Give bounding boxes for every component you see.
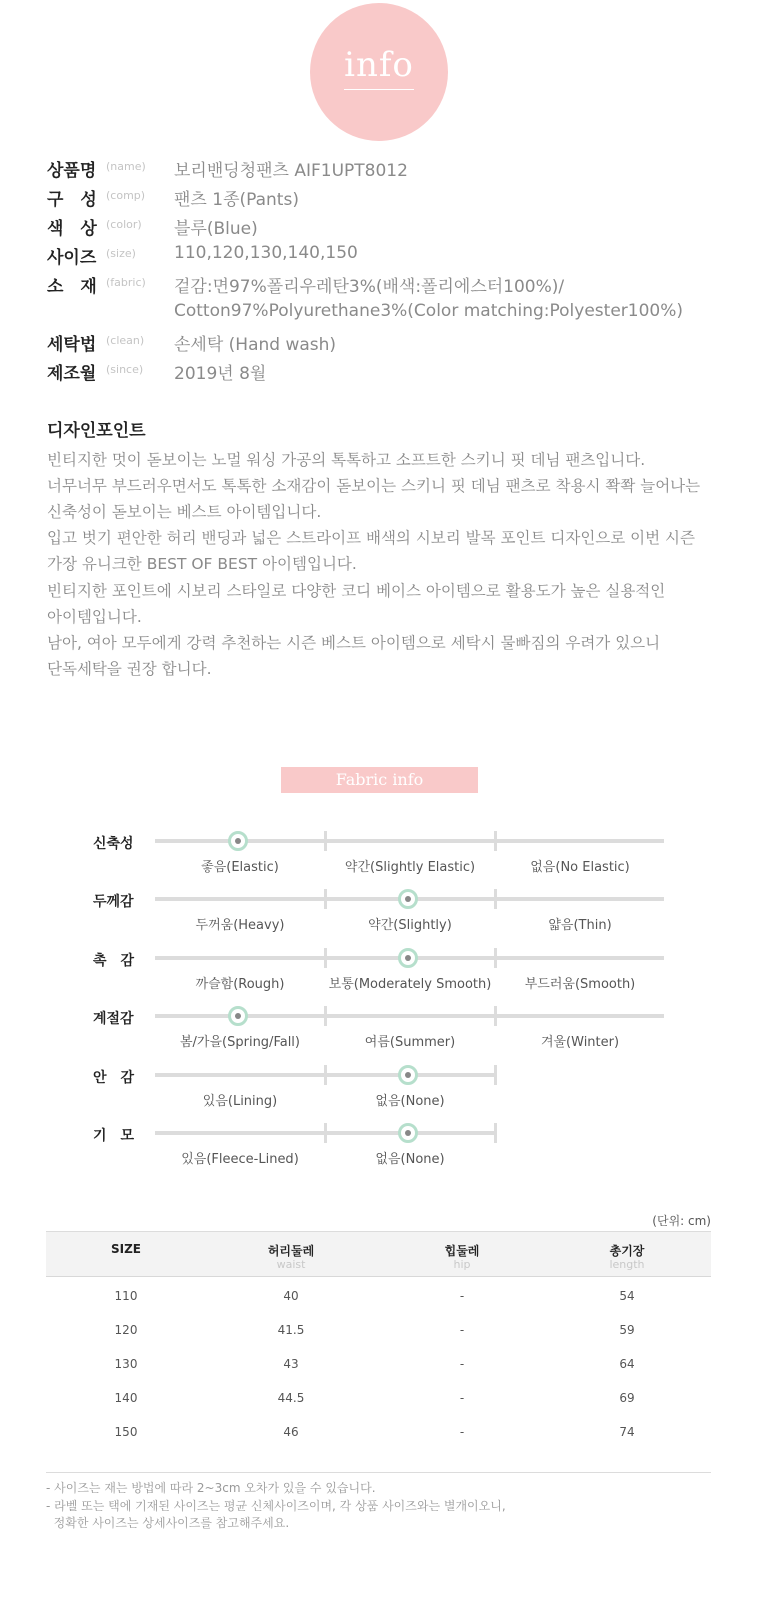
info-label: 색 상	[47, 219, 97, 239]
selected-marker	[398, 889, 418, 909]
table-cell: 150	[114, 1425, 138, 1439]
design-point-line: 빈티지한 멋이 돋보이는 노멀 워싱 가공의 톡톡하고 소프트한 스키니 핏 데님 팬츠입니다.	[47, 451, 646, 469]
info-sub-label: (color)	[106, 218, 142, 231]
table-row	[0, 1357, 780, 1377]
size-table-header	[46, 1232, 711, 1277]
size-unit: (단위: cm)	[652, 1214, 711, 1228]
fabric-attr-label: 기 모	[93, 1128, 135, 1144]
info-sub-label: (comp)	[106, 189, 146, 202]
table-cell: -	[459, 1289, 465, 1303]
info-value: 겉감:면97%폴리우레탄3%(배색:폴리에스터100%)/	[174, 277, 565, 297]
header-length: 총기장	[609, 1244, 645, 1258]
fabric-option: 없음(No Elastic)	[530, 860, 630, 875]
info-value: 보리밴딩청팬츠 AIF1UPT8012	[174, 161, 408, 181]
info-row	[47, 185, 747, 211]
info-label: 상품명	[47, 161, 97, 181]
design-point-line: 남아, 여아 모두에게 강력 추천하는 시즌 베스트 아이템으로 세탁시 물빠짐의 우려가 있으니	[47, 633, 661, 652]
info-value: 110,120,130,140,150	[174, 243, 358, 263]
info-label: 세탁법	[47, 335, 97, 355]
info-row	[47, 359, 747, 385]
table-row	[0, 1425, 780, 1445]
table-row	[0, 1289, 780, 1309]
header-waist-sub: waist	[276, 1258, 306, 1271]
scale-tick	[324, 889, 327, 909]
header-hip: 힙둘레	[444, 1244, 480, 1258]
fabric-option: 있음(Lining)	[202, 1094, 278, 1109]
scale-tick	[494, 1006, 497, 1026]
fabric-option: 까슬함(Rough)	[195, 977, 285, 992]
table-cell: 69	[619, 1391, 635, 1405]
table-cell: 140	[114, 1391, 138, 1405]
table-row	[0, 1323, 780, 1343]
table-cell: 40	[283, 1289, 299, 1303]
scale-tick	[324, 831, 327, 851]
info-row	[47, 214, 747, 240]
info-row	[47, 330, 747, 356]
info-row	[47, 243, 747, 269]
fabric-option: 약간(Slightly Elastic)	[344, 860, 476, 875]
header-hip-sub: hip	[453, 1258, 471, 1271]
design-point-line: 단독세탁을 권장 합니다.	[47, 659, 212, 678]
fabric-option: 여름(Summer)	[364, 1035, 456, 1050]
header-length-sub: length	[609, 1258, 645, 1271]
info-label: 제조월	[47, 364, 97, 384]
fabric-attr-label: 신축성	[93, 836, 134, 852]
info-value: 팬츠 1종(Pants)	[174, 190, 299, 210]
table-cell: 44.5	[277, 1391, 305, 1405]
fabric-option: 보통(Moderately Smooth)	[328, 977, 492, 992]
scale-tick	[494, 1065, 497, 1085]
info-badge-text: info	[344, 45, 414, 85]
selected-marker	[228, 1006, 248, 1026]
table-cell: 43	[283, 1357, 299, 1371]
fabric-attr-label: 촉 감	[93, 953, 135, 969]
info-value: Cotton97%Polyurethane3%(Color matching:Polyester100%)	[174, 301, 683, 321]
info-value: 2019년 8월	[174, 364, 267, 384]
table-row	[0, 1391, 780, 1411]
table-cell: 120	[114, 1323, 138, 1337]
info-value: 손세탁 (Hand wash)	[174, 335, 337, 355]
info-sub-label: (name)	[106, 160, 146, 173]
scale-tick	[324, 1006, 327, 1026]
fabric-option: 얇음(Thin)	[548, 918, 612, 933]
fabric-option: 겨울(Winter)	[540, 1035, 620, 1050]
info-row	[47, 301, 747, 327]
table-cell: -	[459, 1425, 465, 1439]
fabric-attr-label: 안 감	[93, 1070, 135, 1086]
scale-tick	[494, 1123, 497, 1143]
info-sub-label: (since)	[106, 363, 144, 376]
selected-marker	[398, 948, 418, 968]
fabric-option: 두꺼움(Heavy)	[195, 918, 285, 933]
header-size: SIZE	[110, 1242, 141, 1256]
info-label: 구 성	[47, 190, 97, 210]
design-point-line: 아이템입니다.	[47, 607, 142, 626]
design-point-line: 입고 벗기 편안한 허리 밴딩과 넓은 스트라이프 배색의 시보리 발목 포인트 디자인으로 이번 시즌	[47, 529, 696, 548]
fabric-attr-label: 계절감	[93, 1011, 134, 1027]
table-cell: 64	[619, 1357, 635, 1371]
table-cell: 54	[619, 1289, 635, 1303]
info-sub-label: (size)	[106, 247, 136, 260]
table-bottom-border	[46, 1472, 711, 1473]
fabric-option: 있음(Fleece-Lined)	[181, 1152, 299, 1167]
table-cell: 110	[114, 1289, 138, 1303]
fabric-option: 부드러움(Smooth)	[524, 977, 636, 992]
info-badge	[310, 3, 448, 141]
fabric-option: 봄/가을(Spring/Fall)	[179, 1035, 300, 1050]
fabric-option: 없음(None)	[375, 1094, 445, 1109]
table-cell: 41.5	[277, 1323, 305, 1337]
size-note: 정확한 사이즈는 상세사이즈를 참고해주세요.	[46, 1516, 290, 1530]
fabric-attr-label: 두께감	[93, 894, 134, 910]
info-sub-label: (clean)	[106, 334, 145, 347]
info-label: 소 재	[47, 277, 97, 297]
scale-tick	[324, 948, 327, 968]
design-point-line: 신축성이 돋보이는 베스트 아이템입니다.	[47, 503, 322, 522]
design-point-line: 너무너무 부드러우면서도 톡톡한 소재감이 돋보이는 스키니 핏 데님 팬츠로 착용시 쫙쫙 늘어나는	[47, 477, 701, 496]
table-cell: -	[459, 1323, 465, 1337]
scale-tick	[494, 948, 497, 968]
table-cell: -	[459, 1357, 465, 1371]
table-cell: 74	[619, 1425, 635, 1439]
size-note: - 사이즈는 재는 방법에 따라 2~3cm 오차가 있을 수 있습니다.	[46, 1481, 376, 1495]
table-cell: 130	[114, 1357, 138, 1371]
scale-tick	[324, 1123, 327, 1143]
info-label: 사이즈	[47, 248, 97, 268]
scale-tick	[324, 1065, 327, 1085]
fabric-option: 좋음(Elastic)	[201, 860, 279, 875]
info-row	[47, 272, 747, 298]
fabric-info-title: Fabric info	[281, 767, 478, 793]
info-badge-underline	[344, 89, 414, 90]
size-note: - 라벨 또는 택에 기재된 사이즈는 평균 신체사이즈이며, 각 상품 사이즈와는 별개이오니,	[46, 1498, 506, 1513]
scale-tick	[494, 831, 497, 851]
info-sub-label: (fabric)	[106, 276, 146, 289]
design-point-title: 디자인포인트	[47, 421, 146, 441]
table-cell: 46	[283, 1425, 299, 1439]
fabric-option: 약간(Slightly)	[368, 918, 452, 933]
info-value: 블루(Blue)	[174, 219, 258, 239]
selected-marker	[228, 831, 248, 851]
design-point-line: 가장 유니크한 BEST OF BEST 아이템입니다.	[47, 555, 357, 574]
scale-tick	[494, 889, 497, 909]
info-row	[47, 156, 747, 182]
fabric-option: 없음(None)	[375, 1152, 445, 1167]
selected-marker	[398, 1065, 418, 1085]
header-waist: 허리둘레	[267, 1244, 315, 1258]
selected-marker	[398, 1123, 418, 1143]
table-cell: 59	[619, 1323, 635, 1337]
table-cell: -	[459, 1391, 465, 1405]
design-point-line: 빈티지한 포인트에 시보리 스타일로 다양한 코디 베이스 아이템으로 활용도가 높은 실용적인	[47, 581, 666, 600]
